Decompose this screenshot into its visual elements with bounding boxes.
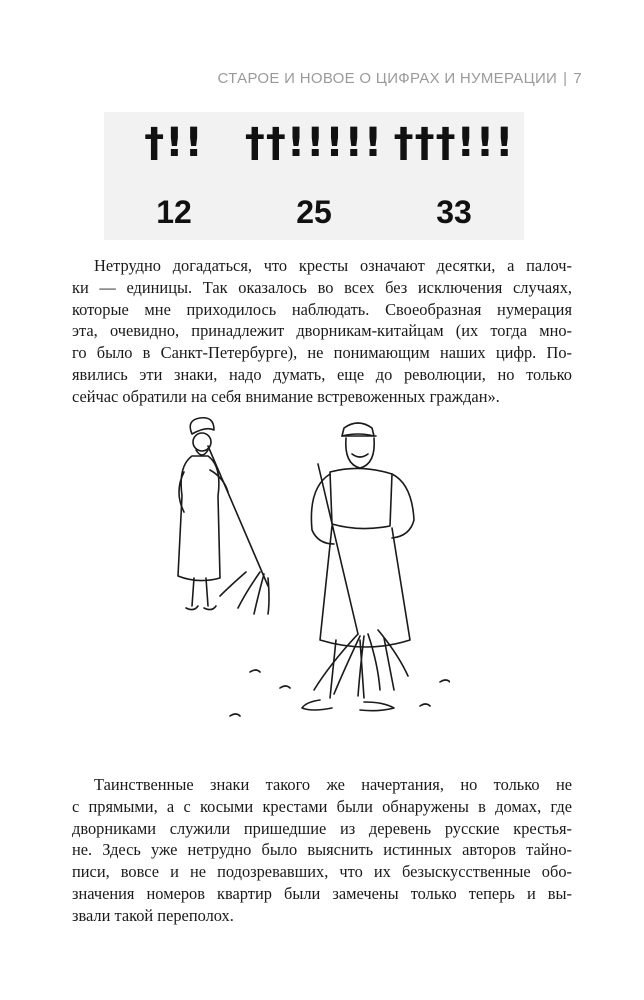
text-line: писи, вовсе и не подозревавших, что их безыскусственные обо- [72,862,572,882]
sign-group [384,112,524,232]
paragraph [72,774,572,927]
text-line: которые мне приходилось наблюдать. Своеобразная нумерация [72,299,572,319]
text-line: дворниками служили пришедшие из деревень русские крестья- [72,818,572,838]
sign-group [244,112,384,232]
text-line: не. Здесь уже нетрудно было выяснить истинных авторов тайно- [72,840,572,860]
sign-number: 33 [436,194,472,230]
text-line: ки — единицы. Так оказалось во всех без исключения случаях, [72,277,572,297]
text-line: го было в Санкт-Петербурге), не понимающим наших цифр. По- [72,343,572,363]
number-signs-figure [104,112,524,240]
sign-glyphs: ††!!!!! [244,120,384,166]
text-line: звали такой переполох. [72,905,234,925]
running-head [218,70,582,87]
janitors-illustration [150,412,450,752]
text-line: явились эти знаки, надо думать, еще до революции, но только [72,364,572,384]
text-line: Таинственные знаки такого же начертания, но только не [94,775,572,794]
text-line: Нетрудно догадаться, что кресты означают десятки, а палоч- [94,256,572,275]
foreground-janitor-drawing [230,423,450,716]
text-line: с прямыми, а с косыми крестами были обнаружены в домах, где [72,796,572,816]
paragraph [72,255,572,408]
sign-glyphs: †††!!! [393,120,515,166]
background-janitor-drawing [178,418,269,614]
sign-number: 12 [156,194,192,230]
running-head-separator: | [563,70,568,87]
text-line: сейчас обратили на себя внимание встревоженных граждан». [72,386,500,406]
running-title: СТАРОЕ И НОВОЕ О ЦИФРАХ И НУМЕРАЦИИ [217,70,558,87]
text-line: эта, очевидно, принадлежит дворникам-китайцам (их тогда мно- [72,321,572,341]
text-line: значения номеров квартир были замечены только теперь и вы- [72,883,572,903]
sign-number: 25 [296,194,332,230]
sign-group [104,112,244,232]
sign-glyphs: †!! [144,120,204,166]
page-number: 7 [573,70,582,87]
